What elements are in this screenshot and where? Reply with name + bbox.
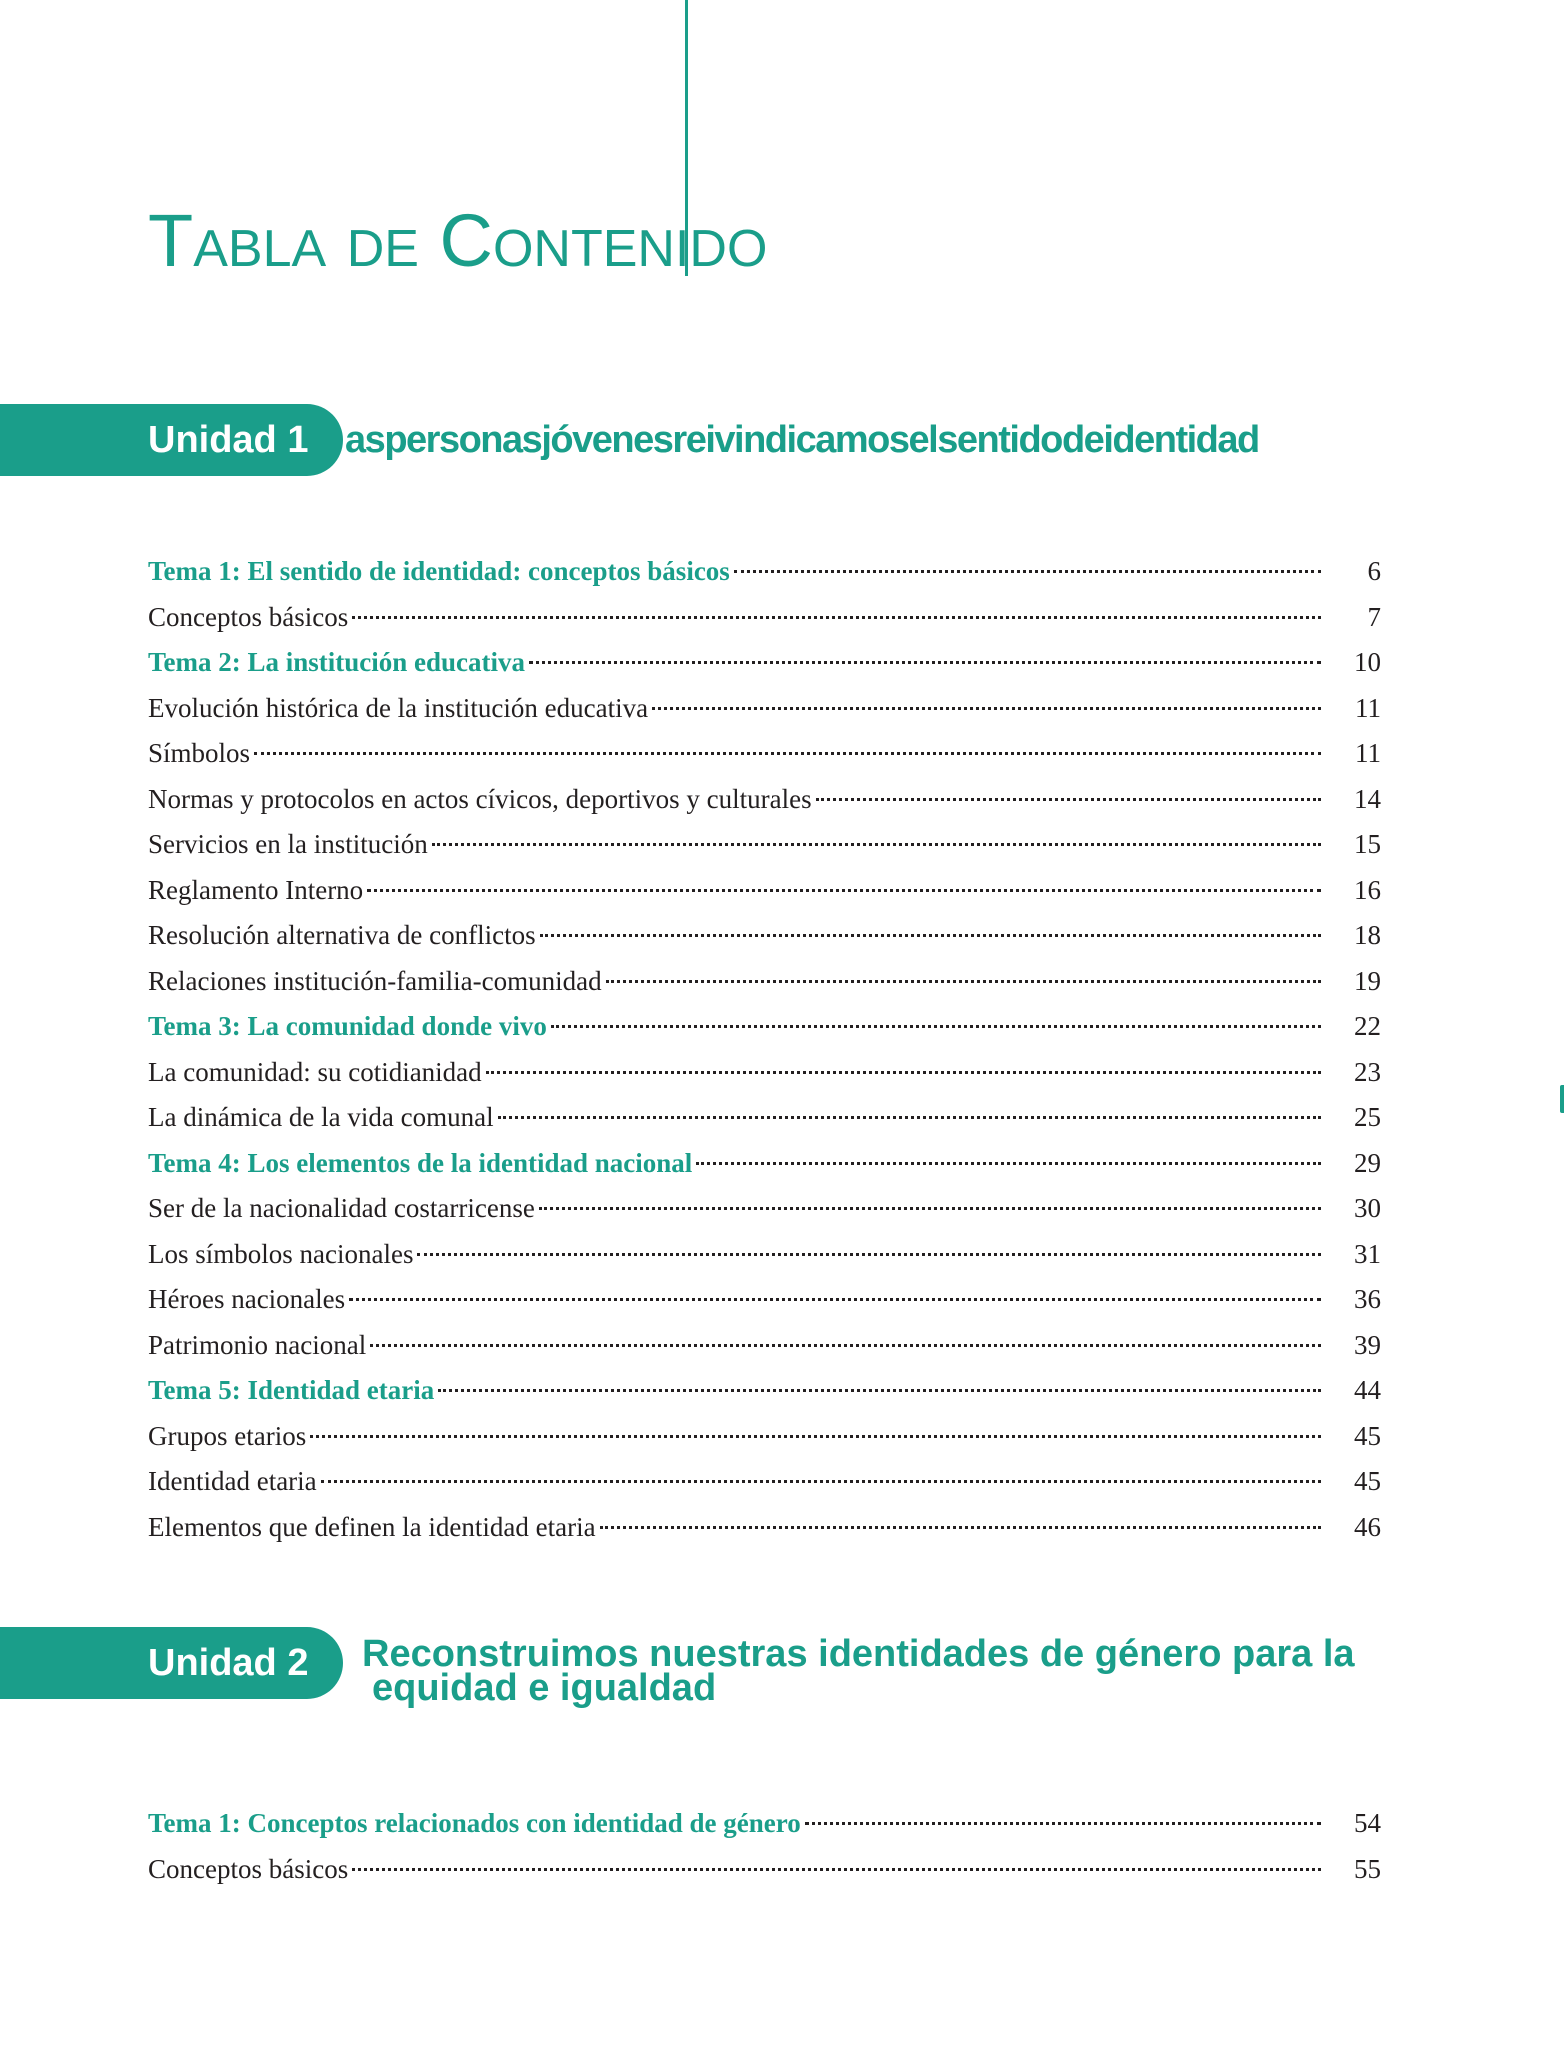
- dot-leader: [486, 1071, 1321, 1074]
- unit-2-title-line-2: equidad e igualdad: [372, 1667, 717, 1709]
- toc-entry[interactable]: [148, 686, 1381, 732]
- unit-2-title: [362, 1633, 1355, 1709]
- toc-entry[interactable]: [148, 1459, 1381, 1505]
- toc-entry-title: Servicios en la institución: [148, 829, 428, 859]
- toc-entry-title: Ser de la nacionalidad costarricense: [148, 1193, 535, 1223]
- toc-entry[interactable]: [148, 913, 1381, 959]
- toc-entry[interactable]: [148, 868, 1381, 914]
- toc-entry-page: 18: [1354, 920, 1381, 950]
- toc-entry-title: Patrimonio nacional: [148, 1329, 367, 1360]
- toc-entry[interactable]: [148, 1141, 1381, 1187]
- dot-leader: [696, 1162, 1321, 1165]
- toc-entry[interactable]: [148, 1277, 1381, 1323]
- dot-leader: [310, 1435, 1321, 1438]
- dot-leader: [254, 752, 1321, 755]
- toc-entry-page: 30: [1354, 1193, 1381, 1223]
- dot-leader: [352, 1868, 1321, 1871]
- unit-1-header: [0, 404, 1420, 476]
- page-title: Tabla de Contenido: [148, 199, 768, 282]
- toc-entry-page: 7: [1367, 601, 1381, 632]
- toc-entry-page: 29: [1354, 1147, 1381, 1178]
- toc-entry-page: 19: [1354, 965, 1381, 996]
- dot-leader: [600, 1526, 1321, 1529]
- toc-entry-page: 11: [1355, 738, 1381, 768]
- toc-entry-title: Resolución alternativa de conflictos: [148, 920, 536, 950]
- toc-entry[interactable]: [148, 777, 1381, 823]
- toc-entry[interactable]: [148, 822, 1381, 868]
- toc-entry-page: 45: [1354, 1466, 1381, 1496]
- dot-leader: [498, 1116, 1321, 1119]
- toc-entry[interactable]: [148, 1847, 1381, 1893]
- toc-entry-title: Tema 1: El sentido de identidad: conceptos básicos: [148, 556, 730, 586]
- toc-entry[interactable]: [148, 731, 1381, 777]
- toc-entry-page: 6: [1367, 556, 1381, 586]
- toc-entry-title: Elementos que definen la identidad etaria: [148, 1511, 596, 1542]
- dot-leader: [367, 889, 1321, 892]
- toc-entry-title: Héroes nacionales: [148, 1284, 346, 1314]
- toc-entry-page: 44: [1354, 1375, 1381, 1405]
- dot-leader: [349, 1298, 1321, 1301]
- toc-entry-page: 23: [1354, 1056, 1381, 1087]
- toc-entry-page: 45: [1354, 1420, 1381, 1451]
- toc-entry[interactable]: [148, 1095, 1381, 1141]
- toc-entry[interactable]: [148, 1323, 1381, 1369]
- dot-leader: [734, 570, 1321, 573]
- toc-entry-page: 25: [1354, 1102, 1381, 1132]
- unit-2-toc: [148, 1801, 1381, 1892]
- dot-leader: [606, 980, 1321, 983]
- toc-entry-page: 31: [1354, 1238, 1381, 1269]
- toc-entry-page: 36: [1354, 1284, 1381, 1314]
- toc-entry[interactable]: [148, 1414, 1381, 1460]
- toc-entry-page: 46: [1354, 1511, 1381, 1542]
- toc-entry-title: Conceptos básicos: [148, 1853, 349, 1884]
- page-edge-mark: [1560, 1085, 1564, 1113]
- toc-entry-title: Tema 3: La comunidad donde vivo: [148, 1011, 547, 1041]
- toc-entry[interactable]: [148, 595, 1381, 641]
- dot-leader: [529, 661, 1321, 664]
- toc-entry-page: 22: [1354, 1011, 1381, 1041]
- toc-entry-title: Conceptos básicos: [148, 601, 349, 632]
- toc-entry-title: Símbolos: [148, 738, 251, 768]
- toc-entry[interactable]: [148, 1050, 1381, 1096]
- toc-entry-title: Tema 5: Identidad etaria: [148, 1375, 435, 1405]
- dot-leader: [551, 1025, 1321, 1028]
- toc-entry-page: 16: [1354, 874, 1381, 905]
- dot-leader: [652, 707, 1321, 710]
- dot-leader: [370, 1344, 1321, 1347]
- toc-entry-title: La dinámica de la vida comunal: [148, 1102, 494, 1132]
- toc-entry-page: 15: [1354, 829, 1381, 859]
- dot-leader: [539, 1207, 1321, 1210]
- toc-entry-page: 14: [1354, 783, 1381, 814]
- toc-entry[interactable]: [148, 549, 1381, 595]
- toc-entry-title: Relaciones institución-familia-comunidad: [148, 965, 602, 996]
- dot-leader: [438, 1389, 1321, 1392]
- toc-entry[interactable]: [148, 1505, 1381, 1551]
- toc-entry-title: Tema 2: La institución educativa: [148, 647, 526, 677]
- toc-entry[interactable]: [148, 959, 1381, 1005]
- unit-1-label: Unidad 1: [148, 419, 309, 461]
- toc-entry[interactable]: [148, 1186, 1381, 1232]
- toc-entry-title: Tema 4: Los elementos de la identidad nacional: [148, 1147, 693, 1178]
- dot-leader: [432, 843, 1321, 846]
- toc-entry-title: Los símbolos nacionales: [148, 1238, 414, 1269]
- toc-entry[interactable]: [148, 1004, 1381, 1050]
- toc-entry[interactable]: [148, 1232, 1381, 1278]
- toc-entry-title: Identidad etaria: [148, 1466, 317, 1496]
- toc-entry-title: Normas y protocolos en actos cívicos, deportivos y culturales: [148, 783, 812, 814]
- toc-entry[interactable]: [148, 1368, 1381, 1414]
- toc-entry-page: 10: [1354, 647, 1381, 677]
- unit-2-header: [0, 1627, 1420, 1709]
- dot-leader: [352, 616, 1321, 619]
- unit-2-title-line-1: Reconstruimos nuestras identidades de género para la: [362, 1633, 1355, 1675]
- unit-2-label: Unidad 2: [148, 1642, 309, 1684]
- toc-entry-title: Tema 1: Conceptos relacionados con identidad de género: [148, 1808, 801, 1838]
- toc-entry-page: 11: [1355, 692, 1381, 723]
- toc-entry-page: 39: [1354, 1329, 1381, 1360]
- dot-leader: [540, 934, 1321, 937]
- toc-entry-title: Evolución histórica de la institución educativa: [148, 692, 649, 723]
- unit-1-title: as personas jóvenes reivindicamos el sentido de identidad: [345, 419, 1259, 461]
- dot-leader: [321, 1480, 1321, 1483]
- unit-1-toc: [148, 549, 1381, 1550]
- toc-entry-title: La comunidad: su cotidianidad: [148, 1056, 482, 1087]
- toc-entry-title: Grupos etarios: [148, 1420, 307, 1451]
- toc-entry-title: Reglamento Interno: [148, 874, 364, 905]
- toc-entry[interactable]: [148, 640, 1381, 686]
- toc-entry-page: 55: [1354, 1853, 1381, 1884]
- toc-entry-page: 54: [1354, 1808, 1381, 1838]
- dot-leader: [805, 1822, 1321, 1825]
- toc-entry[interactable]: [148, 1801, 1381, 1847]
- dot-leader: [417, 1253, 1321, 1256]
- dot-leader: [816, 798, 1321, 801]
